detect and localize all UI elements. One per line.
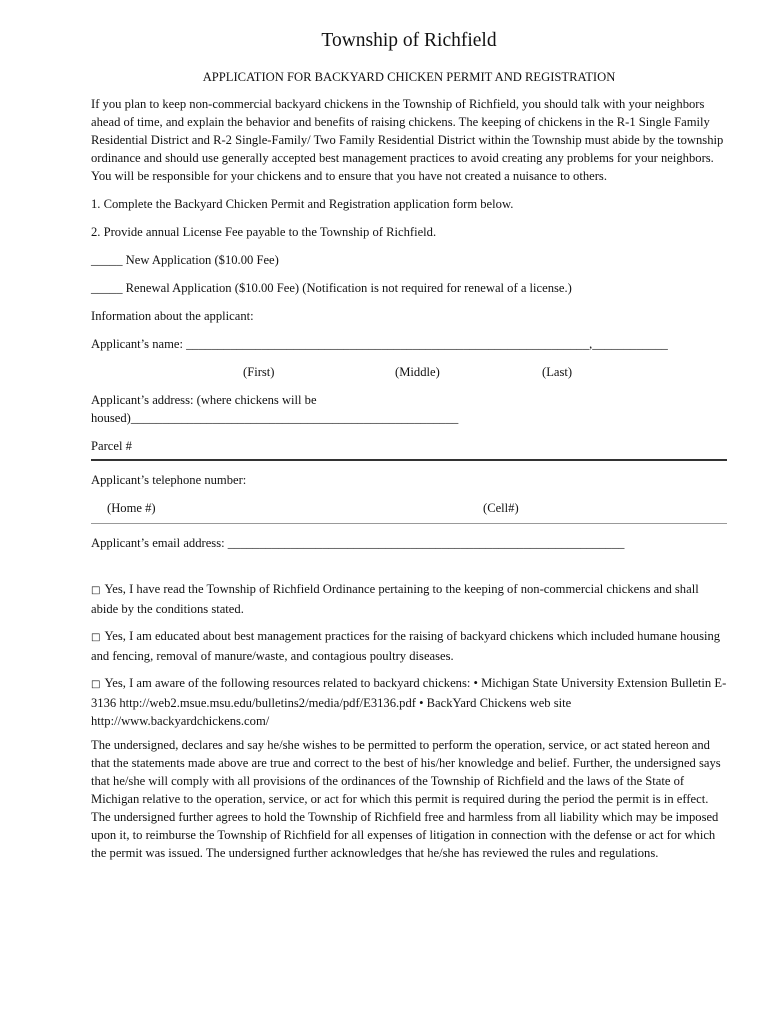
best-practices-acknowledgement — [91, 627, 727, 665]
resources-acknowledgement — [91, 674, 727, 730]
first-name-label: (First) — [243, 365, 275, 379]
best-practices-acknowledgement-text: Yes, I am educated about best management practices for the raising of backyard chickens which included humane housing and fencing, removal of manure/waste, and contagious poultry diseases. — [91, 629, 721, 663]
document-title: Township of Richfield — [321, 30, 497, 51]
renewal-application-option[interactable]: _____ Renewal Application ($10.00 Fee) (Notification is not required for renewal of a license.) — [91, 281, 572, 295]
applicant-info-heading: Information about the applicant: — [91, 309, 254, 323]
last-name-label: (Last) — [542, 365, 573, 379]
new-application-option[interactable]: _____ New Application ($10.00 Fee) — [91, 253, 279, 267]
telephone-fields — [91, 499, 727, 524]
ordinance-acknowledgement — [91, 580, 727, 618]
permit-application-form — [91, 28, 727, 862]
declaration-paragraph: The undersigned, declares and say he/she wishes to be permitted to perform the operation, service, or act stated hereon and that the statements made above are true and correct to the best of his/her knowledge and belief. Further, the undersigned says that he/she will comply with all provisions of the ordinances of the Township of Richfield and the laws of the State of Michigan relative to the operation, service, or act for which this permit is required during the period the permit is in effect. The undersigned further agrees to hold the Township of Richfield free and harmless from all liability which may be imposed upon it, to reimburse the Township of Richfield for all expenses of litigation in connection with the defense or act for which the permit was issued. The undersigned further acknowledges that he/she has reviewed the rules and regulations. — [91, 738, 721, 860]
address-label-line-2: housed)____________________________________________________ — [91, 411, 459, 425]
address-label-line-1: Applicant’s address: (where chickens will be — [91, 393, 317, 407]
ordinance-acknowledgement-text: Yes, I have read the Township of Richfield Ordinance pertaining to the keeping of non-commercial chickens and shall abide by the conditions stated. — [91, 582, 699, 616]
intro-paragraph: If you plan to keep non-commercial backyard chickens in the Township of Richfield, you should talk with your neighbors ahead of time, and explain the behavior and benefits of raising chickens. The keeping of chickens in the R-1 Single Family Residential District and R-2 Single-Family/ Two Family Residential District within the Township must abide by the township ordinance and should use generally accepted best management practices to avoid creating any problems for your neighbors. You will be responsible for your chickens and to ensure that you have not created a nuisance to others. — [91, 97, 724, 183]
applicant-address-field[interactable] — [91, 391, 727, 427]
parcel-number-field[interactable]: Parcel # — [91, 437, 727, 461]
best-practices-checkbox[interactable]: □ — [91, 632, 101, 643]
ordinance-checkbox[interactable]: □ — [91, 585, 101, 596]
resources-acknowledgement-text: Yes, I am aware of the following resources related to backyard chickens: • Michigan State University Extension Bulletin E-3136 http://web2.msue.msu.edu/bulletins2/media/pdf/E3136.pdf • BackYard Chickens web site http://www.backyardchickens.com/ — [91, 676, 727, 728]
telephone-label: Applicant’s telephone number: — [91, 473, 247, 487]
home-phone-field[interactable]: (Home #) — [107, 501, 156, 515]
applicant-name-field[interactable]: Applicant’s name: ________________________________________________________________,____________ — [91, 337, 668, 351]
middle-name-label: (Middle) — [395, 365, 440, 379]
form-subtitle: APPLICATION FOR BACKYARD CHICKEN PERMIT AND REGISTRATION — [202, 70, 616, 84]
name-part-labels — [91, 363, 727, 391]
cell-phone-field[interactable]: (Cell#) — [483, 501, 519, 515]
resources-checkbox[interactable]: □ — [91, 679, 101, 690]
step-2: 2. Provide annual License Fee payable to the Township of Richfield. — [91, 225, 437, 239]
step-1: 1. Complete the Backyard Chicken Permit and Registration application form below. — [91, 197, 514, 211]
email-field[interactable]: Applicant’s email address: _______________________________________________________________ — [91, 536, 625, 550]
